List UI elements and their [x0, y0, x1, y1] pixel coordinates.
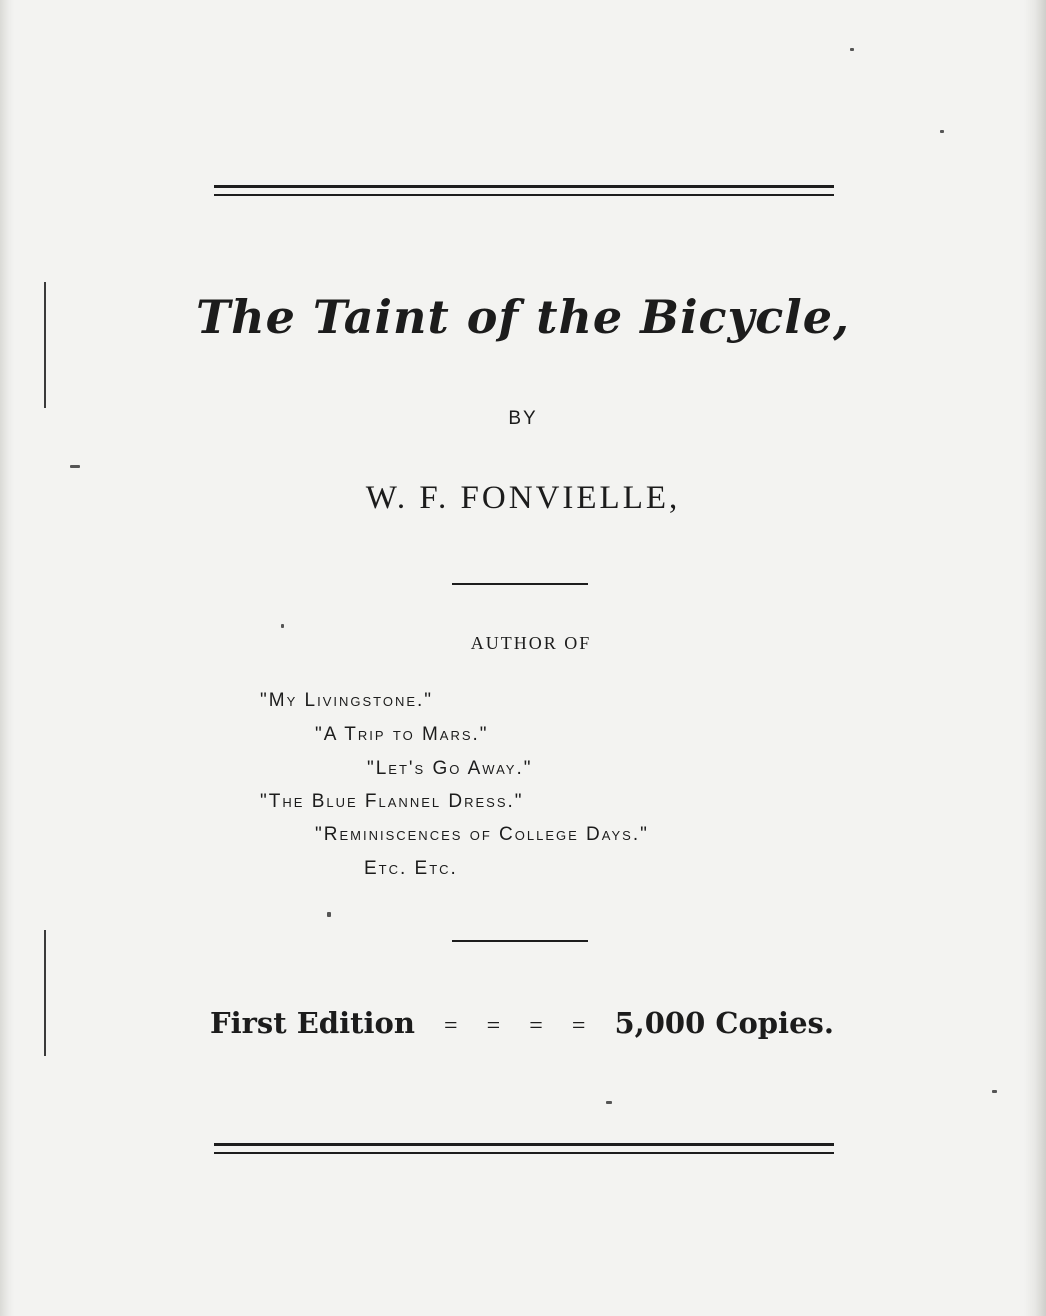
author-of-label: AUTHOR OF	[470, 633, 592, 653]
author-name: W. F. FONVIELLE,	[365, 480, 681, 516]
edition-separator: =	[486, 1013, 501, 1039]
paper-speck	[606, 1101, 612, 1104]
work-title: "Let's Go Away."	[367, 758, 533, 779]
lower-short-rule	[452, 940, 588, 942]
work-title: "The Blue Flannel Dress."	[260, 791, 524, 812]
paper-speck	[281, 624, 284, 628]
edition-separator: =	[444, 1013, 458, 1039]
bottom-double-rule	[214, 1143, 834, 1154]
work-title: Etc. Etc.	[364, 858, 458, 879]
binding-stitch-bottom	[44, 930, 46, 1056]
paper-speck	[940, 130, 944, 133]
binding-edge-right	[1024, 0, 1046, 1316]
work-title: "Reminiscences of College Days."	[315, 824, 649, 845]
byline-label: BY	[508, 408, 538, 429]
binding-edge-left	[0, 0, 14, 1316]
edition-line	[210, 1006, 834, 1040]
work-title: "My Livingstone."	[260, 690, 434, 711]
upper-short-rule	[452, 583, 588, 585]
paper-speck	[992, 1090, 997, 1093]
book-title: The Taint of the Bicycle,	[195, 290, 851, 344]
top-double-rule	[214, 185, 834, 196]
edition-separator: =	[571, 1013, 586, 1039]
work-title: "A Trip to Mars."	[315, 724, 489, 745]
paper-speck	[327, 912, 331, 917]
edition-separator: =	[529, 1013, 543, 1039]
edition-copies: 5,000 Copies.	[614, 1006, 834, 1040]
paper-speck	[850, 48, 854, 51]
edition-label: First Edition	[210, 1006, 415, 1040]
paper-speck	[70, 465, 80, 468]
